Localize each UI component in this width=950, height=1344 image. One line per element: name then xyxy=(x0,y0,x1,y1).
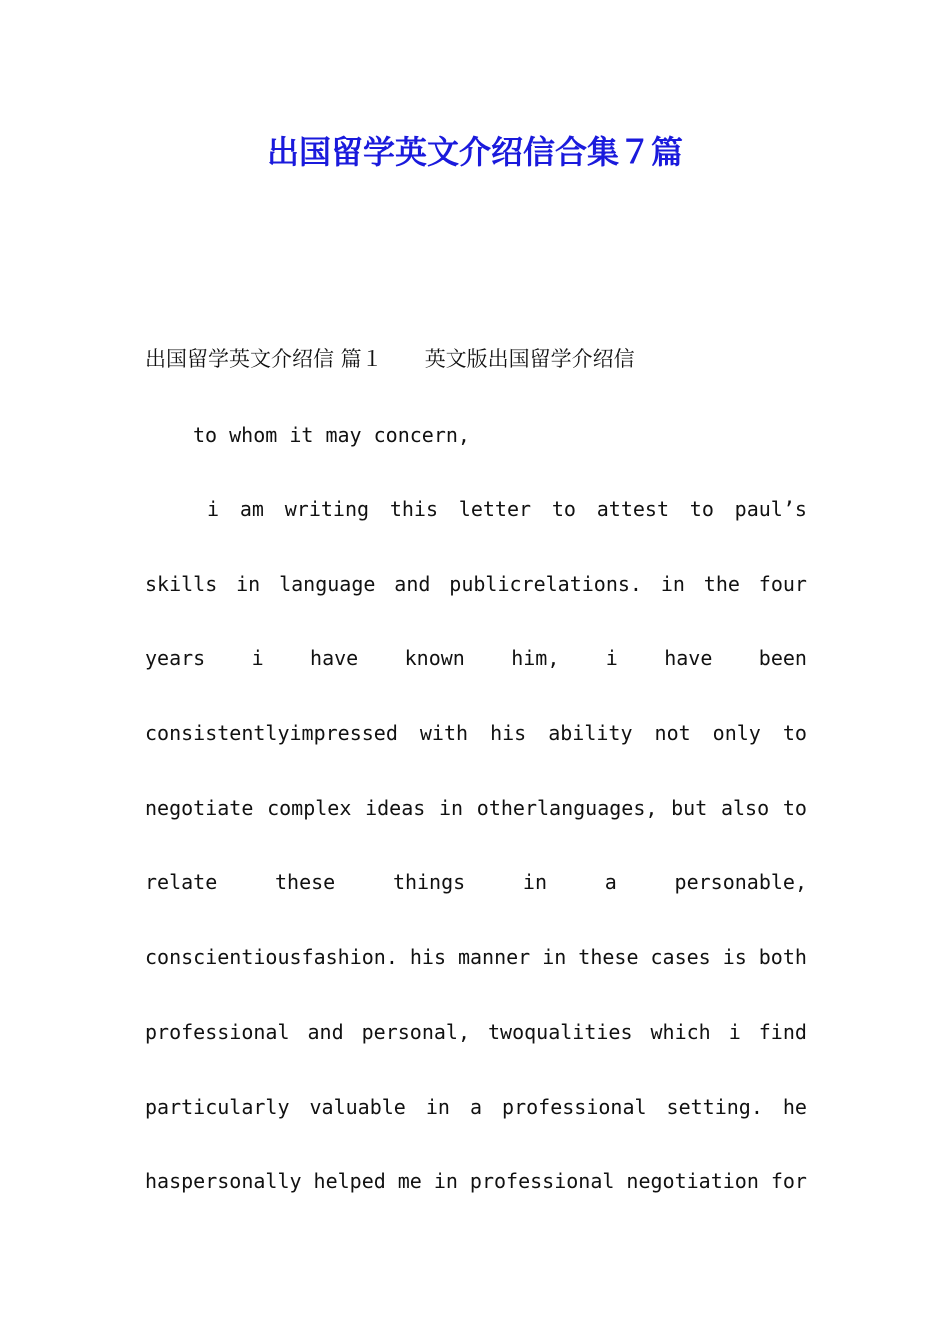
body-word: professional xyxy=(502,1094,647,1119)
body-word: both xyxy=(758,945,807,970)
body-word: find xyxy=(758,1019,807,1044)
body-line xyxy=(145,643,807,718)
body-word: have xyxy=(310,646,359,671)
body-word: otherlanguages, xyxy=(476,795,658,820)
body-word: personal, xyxy=(361,1019,470,1044)
body-word: attest xyxy=(596,497,669,521)
body-word: in xyxy=(542,945,567,970)
body-word: negotiation xyxy=(626,1169,759,1194)
body-word: four xyxy=(758,571,807,596)
body-word: in xyxy=(433,1169,458,1194)
letter-salutation: to whom it may concern, xyxy=(193,423,470,447)
body-word: professional xyxy=(145,1019,290,1044)
body-word: valuable xyxy=(309,1094,406,1119)
body-word: in xyxy=(522,870,548,895)
body-word: known xyxy=(404,646,465,671)
body-line xyxy=(145,942,807,1017)
body-word: a xyxy=(469,1094,483,1119)
body-word: been xyxy=(758,646,807,671)
body-word: and xyxy=(394,571,431,596)
section-heading: 出国留学英文介绍信 篇１ xyxy=(145,347,383,371)
section-heading-row xyxy=(145,342,635,376)
body-word: in xyxy=(425,1094,450,1119)
body-word: relate xyxy=(145,870,218,895)
body-word: helped xyxy=(313,1169,386,1194)
body-word: him, xyxy=(511,646,560,671)
body-line xyxy=(145,718,807,793)
body-word: things xyxy=(392,870,466,895)
body-word: a xyxy=(604,870,617,895)
body-word: is xyxy=(722,945,747,970)
document-title: 出国留学英文介绍信合集７篇 xyxy=(266,133,683,171)
body-word: to xyxy=(782,795,807,820)
body-line xyxy=(145,1017,807,1092)
body-word: twoqualities xyxy=(488,1019,633,1044)
body-word: only xyxy=(712,721,761,746)
body-word: am xyxy=(239,497,264,521)
body-word: this xyxy=(389,497,438,521)
body-word: to xyxy=(689,497,714,521)
letter-body xyxy=(145,494,807,1241)
body-word: conscientiousfashion. xyxy=(145,945,398,970)
body-word: ability xyxy=(548,721,633,746)
body-word: i xyxy=(251,646,264,671)
body-word: the xyxy=(703,571,740,596)
body-word: negotiate xyxy=(145,795,254,820)
body-word: with xyxy=(419,721,469,746)
body-word: i xyxy=(207,497,220,521)
body-word: but xyxy=(671,795,708,820)
body-word: writing xyxy=(284,497,370,521)
body-word: i xyxy=(728,1019,741,1044)
body-word: in xyxy=(236,571,261,596)
body-line xyxy=(145,494,807,569)
body-word: me xyxy=(397,1169,422,1194)
body-line xyxy=(145,1092,807,1167)
body-line xyxy=(145,867,807,942)
section-subheading: 英文版出国留学介绍信 xyxy=(424,347,635,371)
body-word: particularly xyxy=(145,1094,290,1119)
body-line xyxy=(145,1166,807,1241)
body-word: these xyxy=(274,870,336,895)
body-word: and xyxy=(307,1019,344,1044)
body-word: these xyxy=(578,945,639,970)
body-word: paul’s xyxy=(734,497,807,521)
body-word: language xyxy=(279,571,376,596)
body-word: his xyxy=(490,721,527,746)
body-line xyxy=(145,569,807,644)
body-word: professional xyxy=(469,1169,615,1194)
body-word: years xyxy=(145,646,206,671)
body-word: cases xyxy=(650,945,711,970)
body-word: i xyxy=(605,646,618,671)
body-word: setting. xyxy=(666,1094,763,1119)
body-word: have xyxy=(664,646,713,671)
body-word: for xyxy=(770,1169,807,1194)
body-word: publicrelations. xyxy=(449,571,642,596)
body-word: letter xyxy=(458,497,532,521)
body-word: haspersonally xyxy=(145,1169,302,1194)
body-word: consistentlyimpressed xyxy=(145,721,398,746)
body-word: personable, xyxy=(674,870,807,895)
body-word: not xyxy=(654,721,691,746)
body-word: skills xyxy=(145,571,218,596)
body-word: also xyxy=(720,795,770,820)
body-word: his xyxy=(409,945,446,970)
body-word: which xyxy=(650,1019,711,1044)
body-word: ideas xyxy=(365,795,426,820)
body-word: to xyxy=(551,497,576,521)
body-line xyxy=(145,793,807,868)
body-word: in xyxy=(439,795,464,820)
body-word: he xyxy=(782,1094,807,1119)
body-word: complex xyxy=(267,795,352,820)
body-word: to xyxy=(782,721,807,746)
body-word: in xyxy=(660,571,685,596)
body-word: manner xyxy=(457,945,531,970)
